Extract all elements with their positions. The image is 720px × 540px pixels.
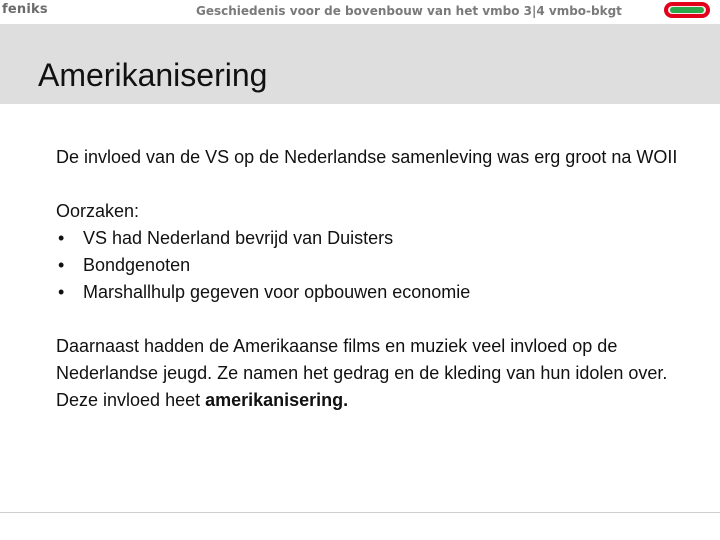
slide-title: Amerikanisering	[38, 57, 268, 93]
brand-logo: feniks	[2, 2, 48, 17]
key-term: amerikanisering.	[205, 390, 349, 410]
list-item: • Marshallhulp gegeven voor opbouwen economie	[56, 279, 696, 306]
causes-list	[56, 225, 696, 306]
intro-text: De invloed van de VS op de Nederlandse samenleving was erg groot na WOII	[56, 147, 678, 167]
title-band	[0, 24, 720, 104]
publisher-logo-icon	[664, 2, 710, 18]
header-bar	[0, 0, 720, 24]
closing-body: Daarnaast hadden de Amerikaanse films en muziek veel invloed op de Nederlandse jeugd. Ze namen het gedrag en de kleding van hun idolen over. Deze invloed heet	[56, 336, 668, 410]
causes-label: Oorzaken:	[56, 201, 140, 221]
closing-text	[56, 333, 696, 414]
list-item: • Bondgenoten	[56, 252, 696, 279]
slide-content	[56, 144, 696, 414]
list-item: • VS had Nederland bevrijd van Duisters	[56, 225, 696, 252]
footer-divider	[0, 512, 720, 513]
series-title: Geschiedenis voor de bovenbouw van het vmbo 3|4 vmbo-bkgt	[196, 4, 622, 18]
